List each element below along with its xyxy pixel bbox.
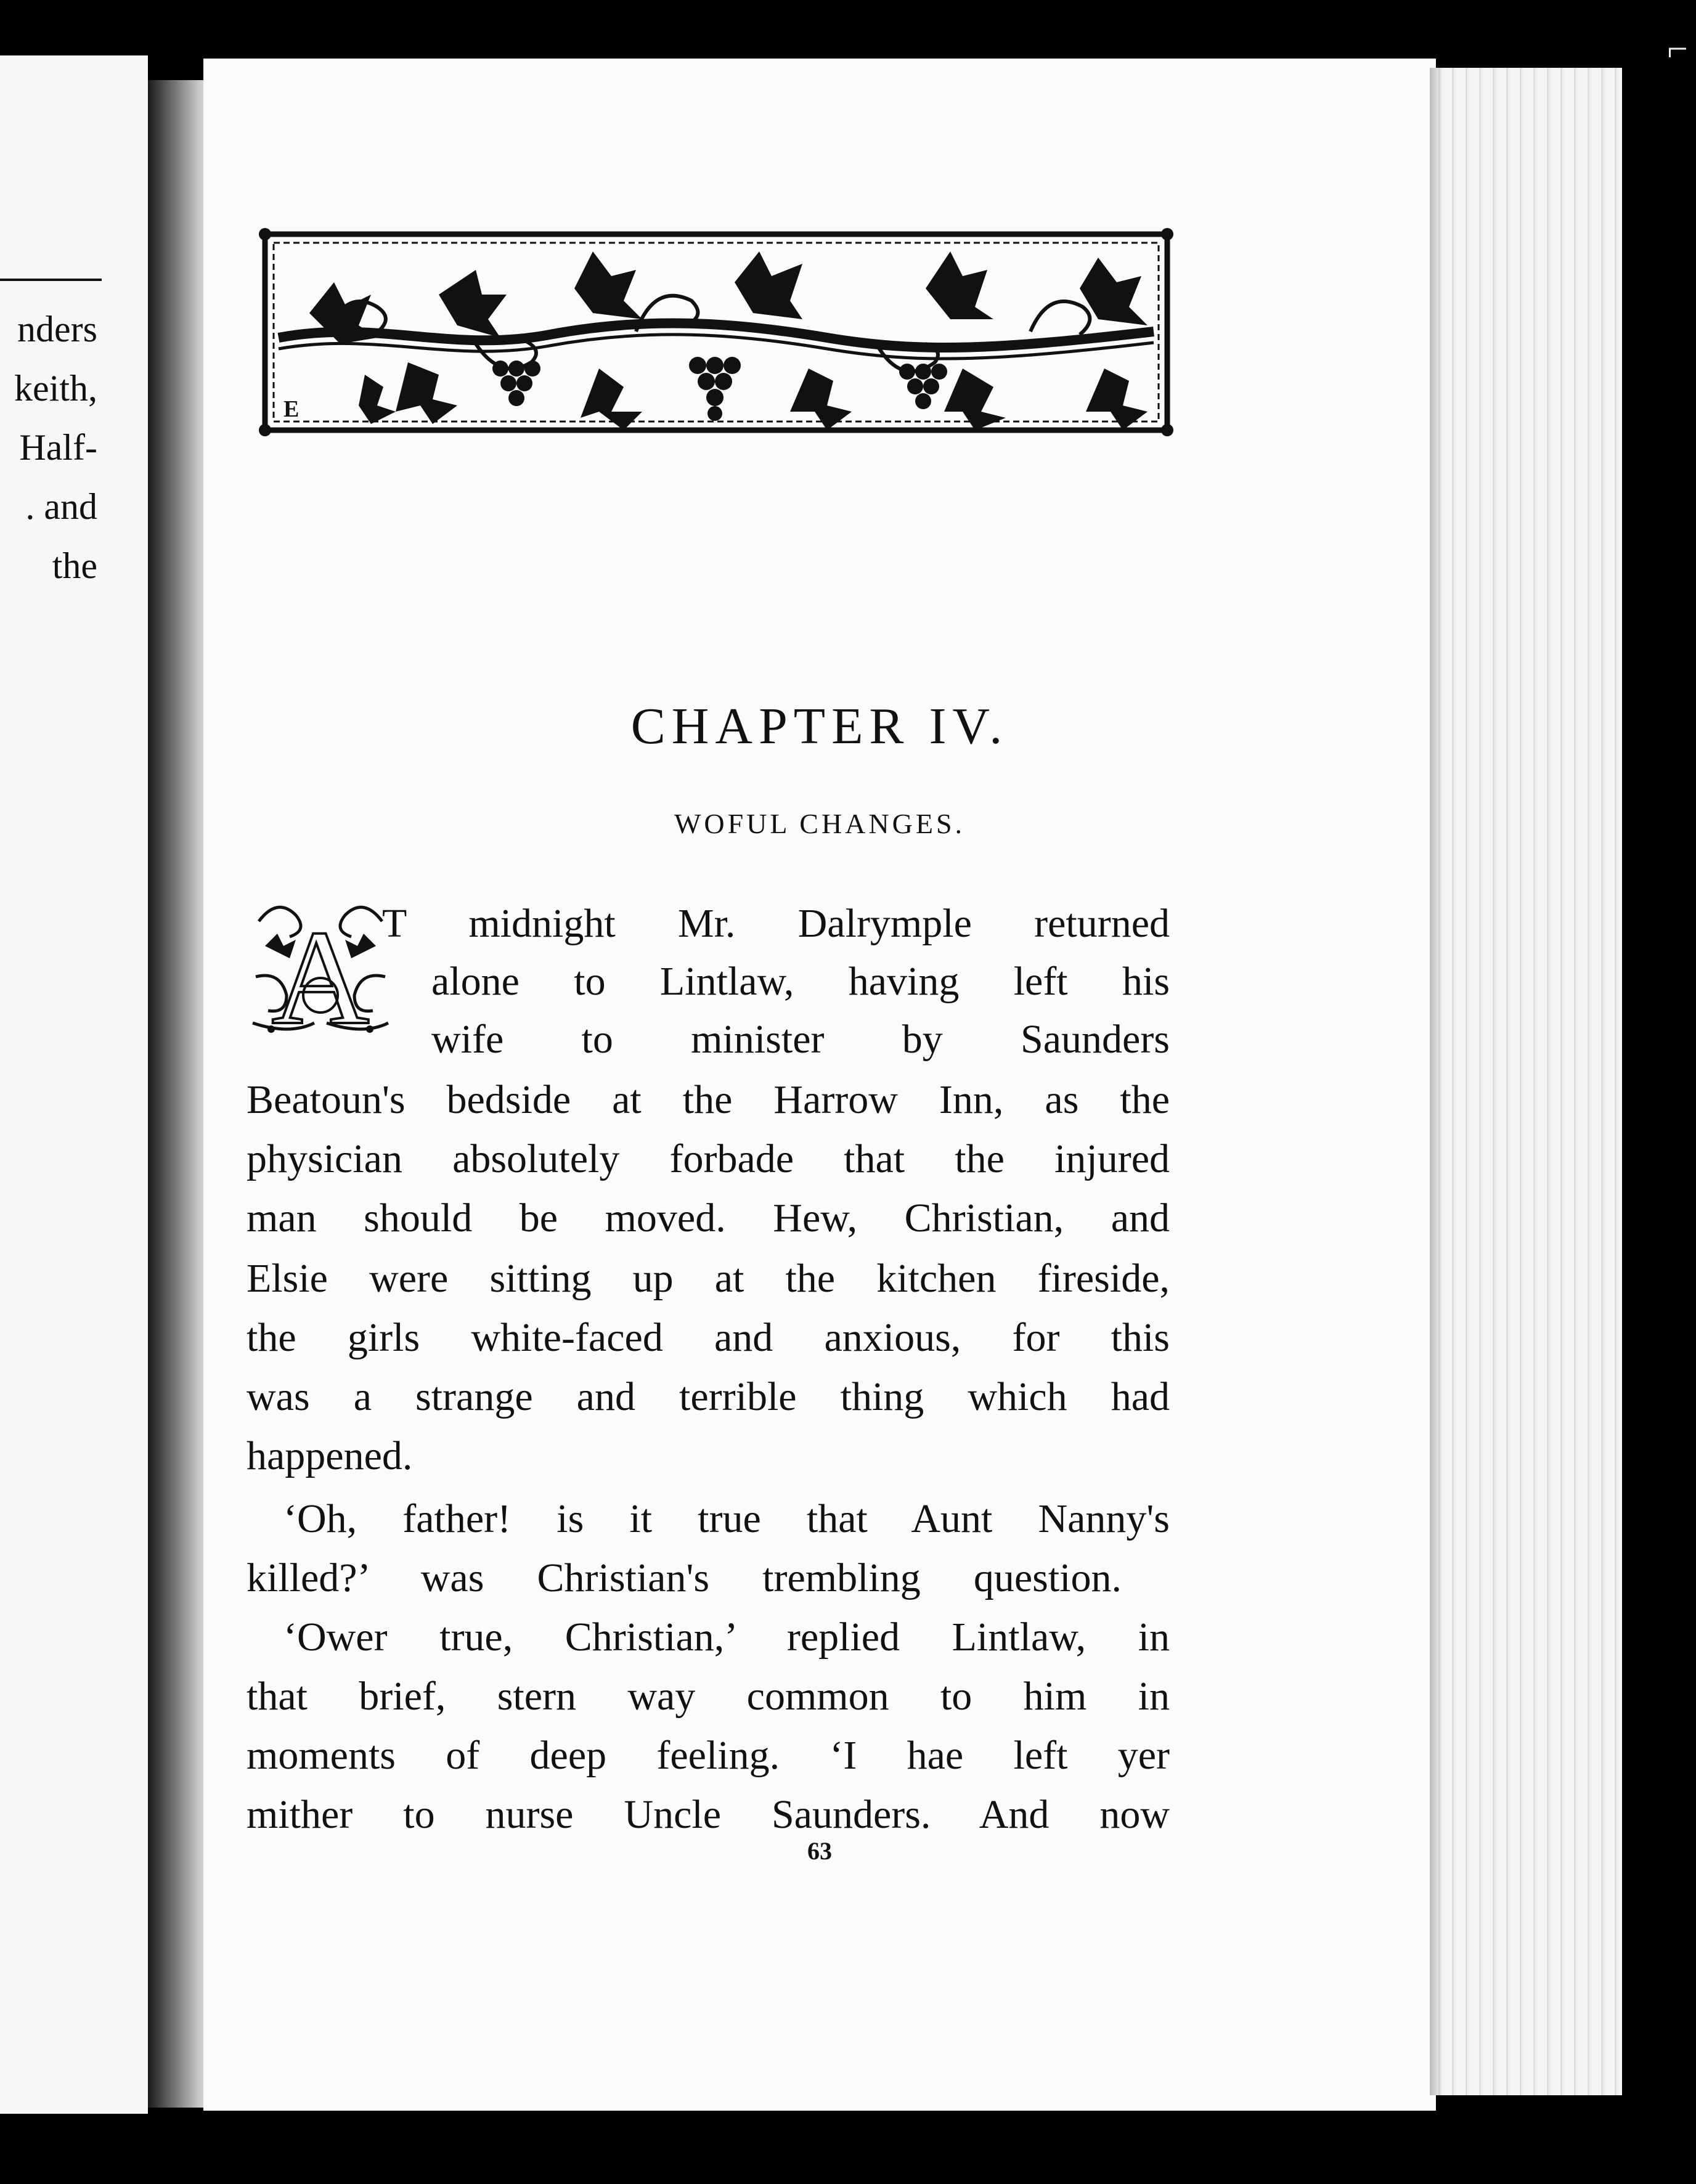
body-line: wife to minister by Saunders [431,1017,1170,1062]
left-page-line: keith, [14,368,97,409]
body-line: the girls white-faced and anxious, for this [247,1315,1170,1360]
page-edge-shadow [1430,68,1442,2095]
left-page-rule [0,279,102,281]
body-line: T midnight Mr. Dalrymple returned [382,901,1170,946]
body-line: alone to Lintlaw, having left his [431,959,1170,1004]
body-line: happened. [247,1433,413,1478]
left-page-line: nders [17,309,97,349]
chapter-subtitle: WOFUL CHANGES. [674,808,966,839]
body-line: ‘Oh, father! is it true that Aunt Nanny's [283,1496,1170,1541]
body-line: Beatoun's bedside at the Harrow Inn, as the [247,1077,1170,1122]
left-page-line: Half- [19,427,97,468]
body-line: Elsie were sitting up at the kitchen fireside, [247,1256,1170,1301]
vine-headpiece-ornament [254,221,1178,442]
body-line: moments of deep feeling. ‘I hae left yer [247,1733,1170,1778]
left-facing-page [0,55,148,2114]
body-line: ‘Ower true, Christian,’ replied Lintlaw, in [283,1615,1170,1660]
page-edges [1430,68,1622,2095]
drop-cap-letter: A [271,902,370,1045]
left-page-line: the [52,545,97,586]
corner-mark: ⌐ [1667,28,1688,69]
page-number: 63 [807,1837,832,1865]
drop-cap-ornament [247,897,394,1045]
chapter-title: CHAPTER IV. [630,698,1009,755]
body-line: was a strange and terrible thing which had [247,1374,1170,1419]
body-line: mither to nurse Uncle Saunders. And now [247,1792,1170,1837]
monogram: E [283,396,300,422]
body-line: physician absolutely forbade that the injured [247,1136,1170,1181]
body-line: killed?’ was Christian's trembling question. [247,1555,1122,1600]
body-line: man should be moved. Hew, Christian, and [247,1196,1170,1241]
body-line: that brief, stern way common to him in [247,1674,1170,1719]
left-page-line: . and [25,486,97,527]
